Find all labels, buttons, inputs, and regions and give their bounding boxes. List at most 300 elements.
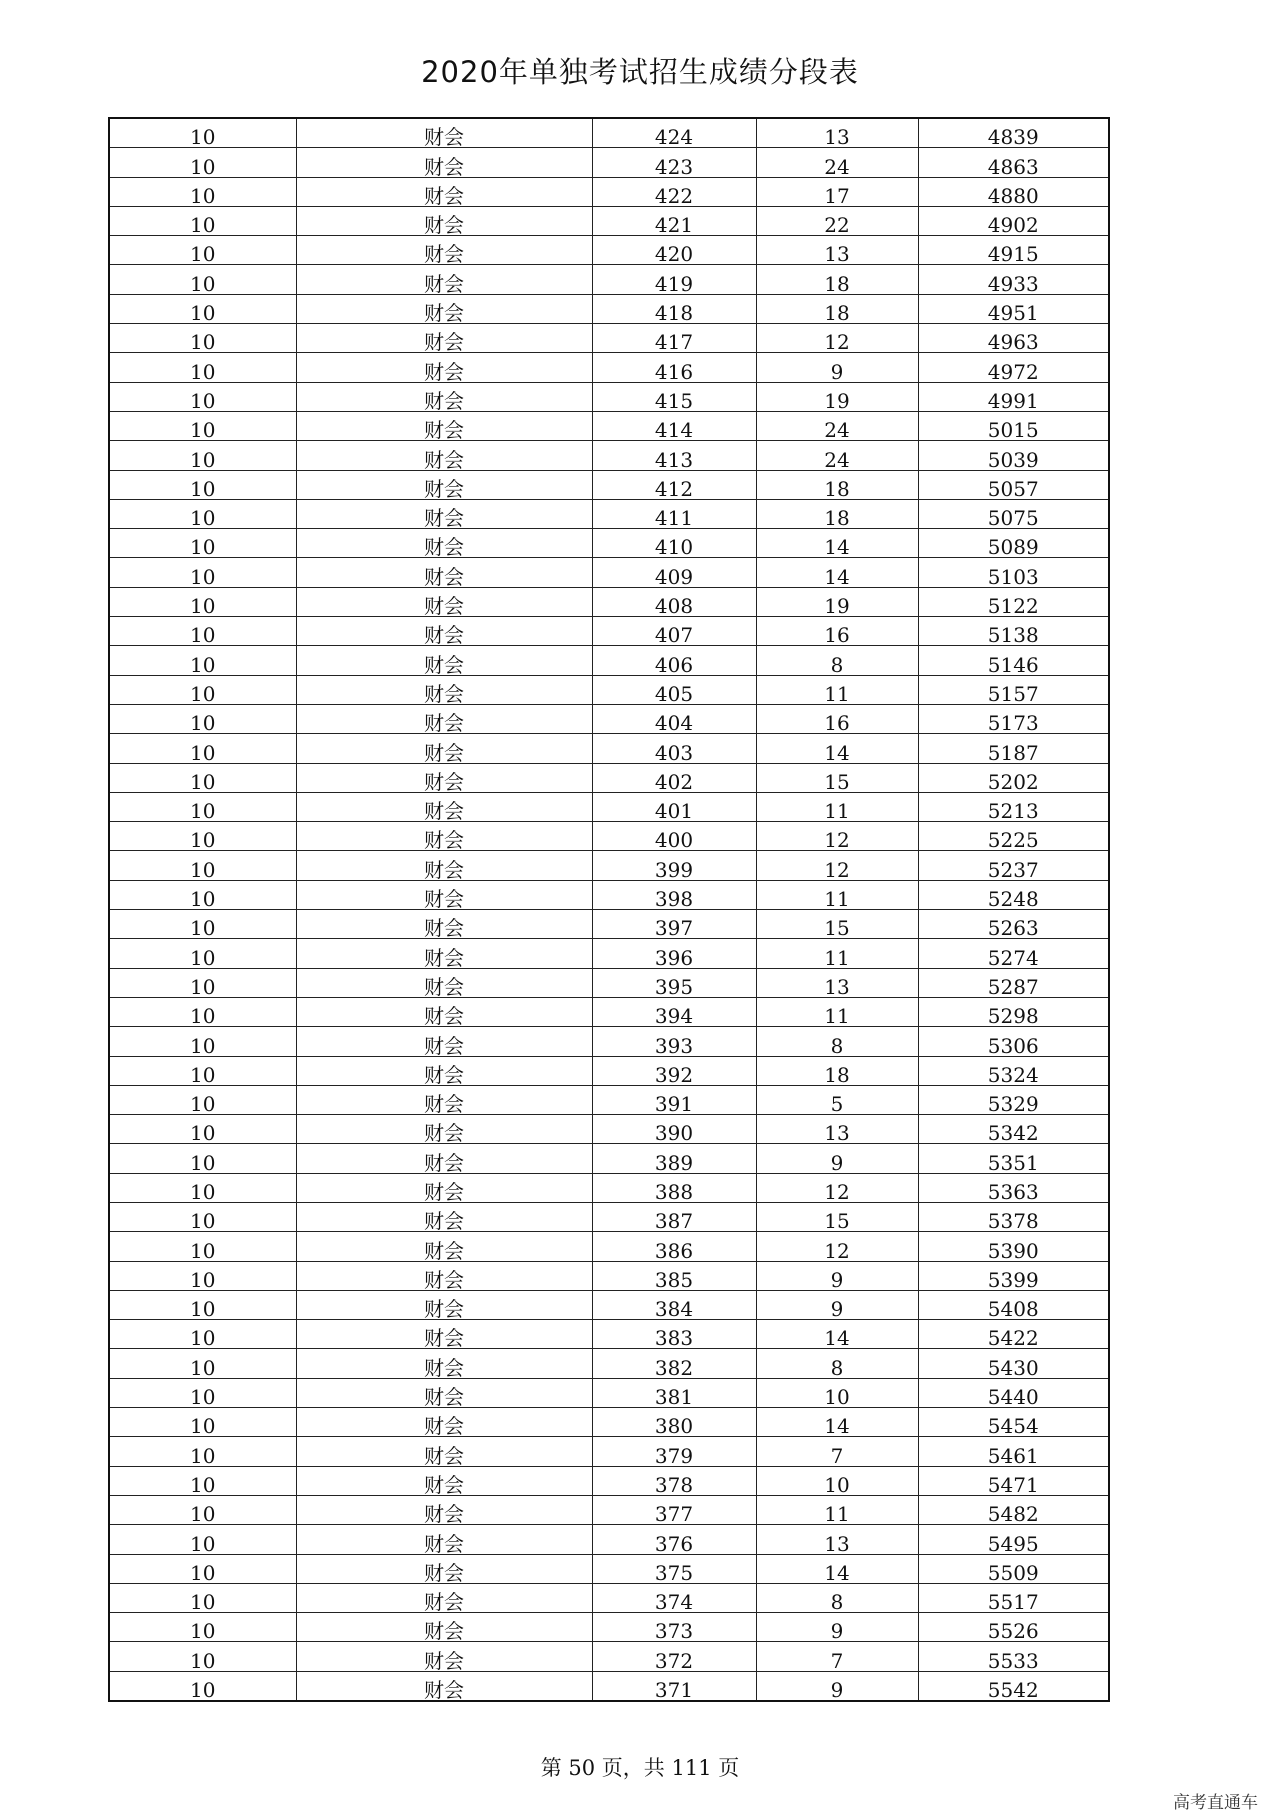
cell-count: 12 [756, 851, 918, 880]
table-row [109, 1613, 1109, 1642]
table-row [109, 1583, 1109, 1612]
cell-subject: 财会 [296, 939, 592, 968]
table-row [109, 997, 1109, 1026]
cell-cumulative: 5173 [918, 704, 1109, 733]
cell-score: 391 [592, 1085, 756, 1114]
cell-category: 10 [109, 1320, 296, 1349]
cell-cumulative: 5298 [918, 997, 1109, 1026]
cell-score: 375 [592, 1554, 756, 1583]
cell-category: 10 [109, 587, 296, 616]
cell-subject: 财会 [296, 470, 592, 499]
cell-cumulative: 5306 [918, 1027, 1109, 1056]
cell-category: 10 [109, 177, 296, 206]
cell-category: 10 [109, 1202, 296, 1231]
cell-cumulative: 5287 [918, 968, 1109, 997]
cell-category: 10 [109, 1671, 296, 1701]
cell-count: 11 [756, 1495, 918, 1524]
cell-subject: 财会 [296, 118, 592, 148]
cell-score: 387 [592, 1202, 756, 1231]
cell-score: 421 [592, 206, 756, 235]
cell-subject: 财会 [296, 1349, 592, 1378]
cell-category: 10 [109, 1554, 296, 1583]
cell-subject: 财会 [296, 1290, 592, 1319]
cell-subject: 财会 [296, 792, 592, 821]
cell-score: 384 [592, 1290, 756, 1319]
cell-subject: 财会 [296, 704, 592, 733]
cell-subject: 财会 [296, 1232, 592, 1261]
cell-score: 381 [592, 1378, 756, 1407]
table-row [109, 968, 1109, 997]
cell-category: 10 [109, 1144, 296, 1173]
cell-score: 419 [592, 265, 756, 294]
cell-category: 10 [109, 529, 296, 558]
cell-count: 24 [756, 148, 918, 177]
table-row [109, 1173, 1109, 1202]
cell-category: 10 [109, 1232, 296, 1261]
table-row [109, 148, 1109, 177]
cell-subject: 财会 [296, 910, 592, 939]
table-row [109, 792, 1109, 821]
cell-category: 10 [109, 1466, 296, 1495]
cell-cumulative: 4880 [918, 177, 1109, 206]
cell-count: 14 [756, 1408, 918, 1437]
table-row [109, 1437, 1109, 1466]
cell-count: 7 [756, 1437, 918, 1466]
cell-cumulative: 5351 [918, 1144, 1109, 1173]
cell-score: 390 [592, 1115, 756, 1144]
cell-count: 10 [756, 1378, 918, 1407]
cell-score: 422 [592, 177, 756, 206]
cell-cumulative: 4972 [918, 353, 1109, 382]
cell-count: 15 [756, 1202, 918, 1231]
cell-category: 10 [109, 822, 296, 851]
cell-subject: 财会 [296, 1466, 592, 1495]
cell-score: 377 [592, 1495, 756, 1524]
cell-cumulative: 5461 [918, 1437, 1109, 1466]
cell-subject: 财会 [296, 1056, 592, 1085]
cell-subject: 财会 [296, 265, 592, 294]
cell-cumulative: 5324 [918, 1056, 1109, 1085]
cell-count: 12 [756, 324, 918, 353]
cell-count: 15 [756, 910, 918, 939]
table-row [109, 1495, 1109, 1524]
table-row [109, 1261, 1109, 1290]
cell-subject: 财会 [296, 1583, 592, 1612]
table-row [109, 265, 1109, 294]
table-row [109, 1202, 1109, 1231]
cell-count: 13 [756, 236, 918, 265]
cell-score: 386 [592, 1232, 756, 1261]
table-row [109, 880, 1109, 909]
cell-subject: 财会 [296, 382, 592, 411]
cell-subject: 财会 [296, 1495, 592, 1524]
cell-cumulative: 5187 [918, 734, 1109, 763]
cell-count: 10 [756, 1466, 918, 1495]
cell-count: 13 [756, 118, 918, 148]
table-row [109, 704, 1109, 733]
table-row [109, 910, 1109, 939]
table-row [109, 324, 1109, 353]
cell-category: 10 [109, 470, 296, 499]
cell-score: 415 [592, 382, 756, 411]
cell-subject: 财会 [296, 1202, 592, 1231]
cell-category: 10 [109, 265, 296, 294]
table-row [109, 1027, 1109, 1056]
cell-category: 10 [109, 1115, 296, 1144]
cell-score: 413 [592, 441, 756, 470]
cell-subject: 财会 [296, 1027, 592, 1056]
cell-count: 13 [756, 968, 918, 997]
table-row [109, 118, 1109, 148]
cell-cumulative: 5146 [918, 646, 1109, 675]
cell-score: 389 [592, 1144, 756, 1173]
score-distribution-table [108, 117, 1110, 1702]
table-row [109, 1144, 1109, 1173]
cell-count: 9 [756, 353, 918, 382]
cell-count: 5 [756, 1085, 918, 1114]
cell-category: 10 [109, 617, 296, 646]
cell-subject: 财会 [296, 1085, 592, 1114]
cell-cumulative: 5390 [918, 1232, 1109, 1261]
cell-count: 16 [756, 704, 918, 733]
cell-count: 18 [756, 470, 918, 499]
cell-subject: 财会 [296, 148, 592, 177]
cell-count: 9 [756, 1671, 918, 1701]
cell-count: 14 [756, 734, 918, 763]
cell-score: 396 [592, 939, 756, 968]
cell-count: 24 [756, 441, 918, 470]
cell-category: 10 [109, 1085, 296, 1114]
cell-count: 9 [756, 1144, 918, 1173]
table-row [109, 1290, 1109, 1319]
cell-subject: 财会 [296, 968, 592, 997]
cell-category: 10 [109, 763, 296, 792]
table-row [109, 675, 1109, 704]
table-row [109, 499, 1109, 528]
cell-cumulative: 5482 [918, 1495, 1109, 1524]
cell-score: 405 [592, 675, 756, 704]
table-row [109, 646, 1109, 675]
cell-subject: 财会 [296, 1261, 592, 1290]
cell-subject: 财会 [296, 617, 592, 646]
table-row [109, 1378, 1109, 1407]
cell-category: 10 [109, 792, 296, 821]
cell-cumulative: 4839 [918, 118, 1109, 148]
cell-score: 417 [592, 324, 756, 353]
cell-count: 24 [756, 411, 918, 440]
table-row [109, 1466, 1109, 1495]
cell-cumulative: 5138 [918, 617, 1109, 646]
cell-cumulative: 5103 [918, 558, 1109, 587]
cell-count: 18 [756, 265, 918, 294]
cell-subject: 财会 [296, 1671, 592, 1701]
cell-cumulative: 5408 [918, 1290, 1109, 1319]
cell-cumulative: 5225 [918, 822, 1109, 851]
table-row [109, 1525, 1109, 1554]
cell-score: 379 [592, 1437, 756, 1466]
cell-subject: 财会 [296, 822, 592, 851]
cell-category: 10 [109, 411, 296, 440]
cell-score: 393 [592, 1027, 756, 1056]
cell-count: 11 [756, 997, 918, 1026]
cell-subject: 财会 [296, 1437, 592, 1466]
cell-subject: 财会 [296, 1320, 592, 1349]
cell-cumulative: 4863 [918, 148, 1109, 177]
cell-count: 19 [756, 382, 918, 411]
cell-cumulative: 5533 [918, 1642, 1109, 1671]
table-row [109, 177, 1109, 206]
cell-category: 10 [109, 1378, 296, 1407]
cell-cumulative: 5526 [918, 1613, 1109, 1642]
cell-subject: 财会 [296, 1525, 592, 1554]
cell-subject: 财会 [296, 1378, 592, 1407]
cell-count: 11 [756, 939, 918, 968]
cell-score: 418 [592, 294, 756, 323]
table-body [109, 118, 1109, 1701]
cell-count: 12 [756, 1232, 918, 1261]
cell-subject: 财会 [296, 236, 592, 265]
cell-category: 10 [109, 441, 296, 470]
cell-cumulative: 4951 [918, 294, 1109, 323]
cell-subject: 财会 [296, 411, 592, 440]
table-row [109, 1320, 1109, 1349]
table-row [109, 1408, 1109, 1437]
cell-count: 9 [756, 1613, 918, 1642]
cell-cumulative: 5213 [918, 792, 1109, 821]
cell-cumulative: 5263 [918, 910, 1109, 939]
cell-score: 400 [592, 822, 756, 851]
cell-subject: 财会 [296, 1144, 592, 1173]
cell-count: 7 [756, 1642, 918, 1671]
cell-category: 10 [109, 1495, 296, 1524]
cell-category: 10 [109, 646, 296, 675]
cell-cumulative: 5422 [918, 1320, 1109, 1349]
cell-cumulative: 4902 [918, 206, 1109, 235]
cell-cumulative: 4991 [918, 382, 1109, 411]
cell-count: 14 [756, 1320, 918, 1349]
table-row [109, 1554, 1109, 1583]
cell-score: 423 [592, 148, 756, 177]
table-row [109, 1115, 1109, 1144]
table-row [109, 1232, 1109, 1261]
table-row [109, 939, 1109, 968]
cell-category: 10 [109, 294, 296, 323]
cell-category: 10 [109, 1613, 296, 1642]
cell-category: 10 [109, 910, 296, 939]
table-row [109, 558, 1109, 587]
cell-subject: 财会 [296, 499, 592, 528]
table-row [109, 763, 1109, 792]
cell-category: 10 [109, 1261, 296, 1290]
cell-score: 392 [592, 1056, 756, 1085]
cell-count: 14 [756, 529, 918, 558]
cell-category: 10 [109, 1437, 296, 1466]
cell-subject: 财会 [296, 294, 592, 323]
cell-category: 10 [109, 353, 296, 382]
cell-subject: 财会 [296, 1554, 592, 1583]
cell-count: 16 [756, 617, 918, 646]
table-row [109, 1349, 1109, 1378]
cell-score: 394 [592, 997, 756, 1026]
cell-score: 383 [592, 1320, 756, 1349]
cell-subject: 财会 [296, 206, 592, 235]
cell-category: 10 [109, 997, 296, 1026]
cell-count: 14 [756, 558, 918, 587]
cell-subject: 财会 [296, 441, 592, 470]
page-footer: 第 50 页，共 111 页 [540, 1756, 740, 1780]
cell-subject: 财会 [296, 353, 592, 382]
cell-count: 11 [756, 880, 918, 909]
cell-count: 12 [756, 822, 918, 851]
cell-count: 13 [756, 1115, 918, 1144]
cell-cumulative: 5157 [918, 675, 1109, 704]
cell-count: 18 [756, 499, 918, 528]
cell-cumulative: 5274 [918, 939, 1109, 968]
table-row [109, 294, 1109, 323]
cell-category: 10 [109, 968, 296, 997]
cell-count: 15 [756, 763, 918, 792]
cell-cumulative: 5057 [918, 470, 1109, 499]
cell-subject: 财会 [296, 1408, 592, 1437]
cell-subject: 财会 [296, 675, 592, 704]
cell-score: 403 [592, 734, 756, 763]
watermark: 高考直通车 [1173, 1793, 1258, 1813]
cell-score: 408 [592, 587, 756, 616]
cell-cumulative: 5122 [918, 587, 1109, 616]
page-title: 2020年单独考试招生成绩分段表 [421, 55, 859, 89]
cell-count: 8 [756, 1349, 918, 1378]
table-row [109, 1671, 1109, 1701]
cell-score: 416 [592, 353, 756, 382]
cell-cumulative: 4915 [918, 236, 1109, 265]
cell-count: 19 [756, 587, 918, 616]
cell-count: 12 [756, 1173, 918, 1202]
cell-subject: 财会 [296, 646, 592, 675]
cell-category: 10 [109, 118, 296, 148]
cell-category: 10 [109, 880, 296, 909]
cell-subject: 财会 [296, 1115, 592, 1144]
cell-cumulative: 5202 [918, 763, 1109, 792]
cell-score: 410 [592, 529, 756, 558]
cell-score: 397 [592, 910, 756, 939]
table-row [109, 206, 1109, 235]
table-row [109, 441, 1109, 470]
cell-cumulative: 5039 [918, 441, 1109, 470]
cell-category: 10 [109, 382, 296, 411]
cell-cumulative: 5342 [918, 1115, 1109, 1144]
cell-score: 398 [592, 880, 756, 909]
cell-subject: 财会 [296, 324, 592, 353]
cell-score: 404 [592, 704, 756, 733]
cell-cumulative: 5495 [918, 1525, 1109, 1554]
cell-count: 8 [756, 1027, 918, 1056]
cell-score: 401 [592, 792, 756, 821]
table-row [109, 1085, 1109, 1114]
cell-score: 385 [592, 1261, 756, 1290]
cell-subject: 财会 [296, 997, 592, 1026]
cell-count: 18 [756, 1056, 918, 1085]
cell-score: 378 [592, 1466, 756, 1495]
cell-score: 407 [592, 617, 756, 646]
cell-category: 10 [109, 148, 296, 177]
cell-cumulative: 5430 [918, 1349, 1109, 1378]
cell-cumulative: 5329 [918, 1085, 1109, 1114]
cell-cumulative: 5015 [918, 411, 1109, 440]
cell-category: 10 [109, 939, 296, 968]
cell-score: 371 [592, 1671, 756, 1701]
cell-count: 18 [756, 294, 918, 323]
cell-subject: 财会 [296, 851, 592, 880]
cell-count: 11 [756, 792, 918, 821]
cell-count: 9 [756, 1261, 918, 1290]
cell-category: 10 [109, 734, 296, 763]
cell-cumulative: 5089 [918, 529, 1109, 558]
table-row [109, 822, 1109, 851]
cell-category: 10 [109, 1056, 296, 1085]
cell-cumulative: 5454 [918, 1408, 1109, 1437]
cell-cumulative: 5237 [918, 851, 1109, 880]
cell-category: 10 [109, 1408, 296, 1437]
cell-count: 9 [756, 1290, 918, 1319]
cell-subject: 财会 [296, 177, 592, 206]
cell-subject: 财会 [296, 558, 592, 587]
cell-count: 8 [756, 1583, 918, 1612]
cell-cumulative: 5542 [918, 1671, 1109, 1701]
cell-score: 409 [592, 558, 756, 587]
cell-subject: 财会 [296, 880, 592, 909]
cell-category: 10 [109, 1290, 296, 1319]
cell-score: 376 [592, 1525, 756, 1554]
cell-count: 22 [756, 206, 918, 235]
cell-score: 414 [592, 411, 756, 440]
cell-subject: 财会 [296, 1173, 592, 1202]
cell-count: 13 [756, 1525, 918, 1554]
cell-cumulative: 5075 [918, 499, 1109, 528]
cell-subject: 财会 [296, 587, 592, 616]
cell-score: 424 [592, 118, 756, 148]
cell-cumulative: 5471 [918, 1466, 1109, 1495]
cell-count: 17 [756, 177, 918, 206]
cell-category: 10 [109, 1583, 296, 1612]
cell-category: 10 [109, 206, 296, 235]
cell-category: 10 [109, 1349, 296, 1378]
table-row [109, 236, 1109, 265]
cell-subject: 财会 [296, 763, 592, 792]
cell-score: 388 [592, 1173, 756, 1202]
table-row [109, 1642, 1109, 1671]
cell-category: 10 [109, 1027, 296, 1056]
cell-score: 420 [592, 236, 756, 265]
table-row [109, 411, 1109, 440]
cell-score: 406 [592, 646, 756, 675]
cell-category: 10 [109, 851, 296, 880]
cell-count: 8 [756, 646, 918, 675]
table-row [109, 587, 1109, 616]
cell-category: 10 [109, 499, 296, 528]
table-row [109, 1056, 1109, 1085]
cell-cumulative: 5378 [918, 1202, 1109, 1231]
cell-subject: 财会 [296, 734, 592, 763]
cell-score: 399 [592, 851, 756, 880]
table-row [109, 470, 1109, 499]
table-row [109, 617, 1109, 646]
cell-score: 395 [592, 968, 756, 997]
cell-category: 10 [109, 236, 296, 265]
cell-count: 11 [756, 675, 918, 704]
cell-category: 10 [109, 324, 296, 353]
cell-cumulative: 5363 [918, 1173, 1109, 1202]
cell-score: 382 [592, 1349, 756, 1378]
